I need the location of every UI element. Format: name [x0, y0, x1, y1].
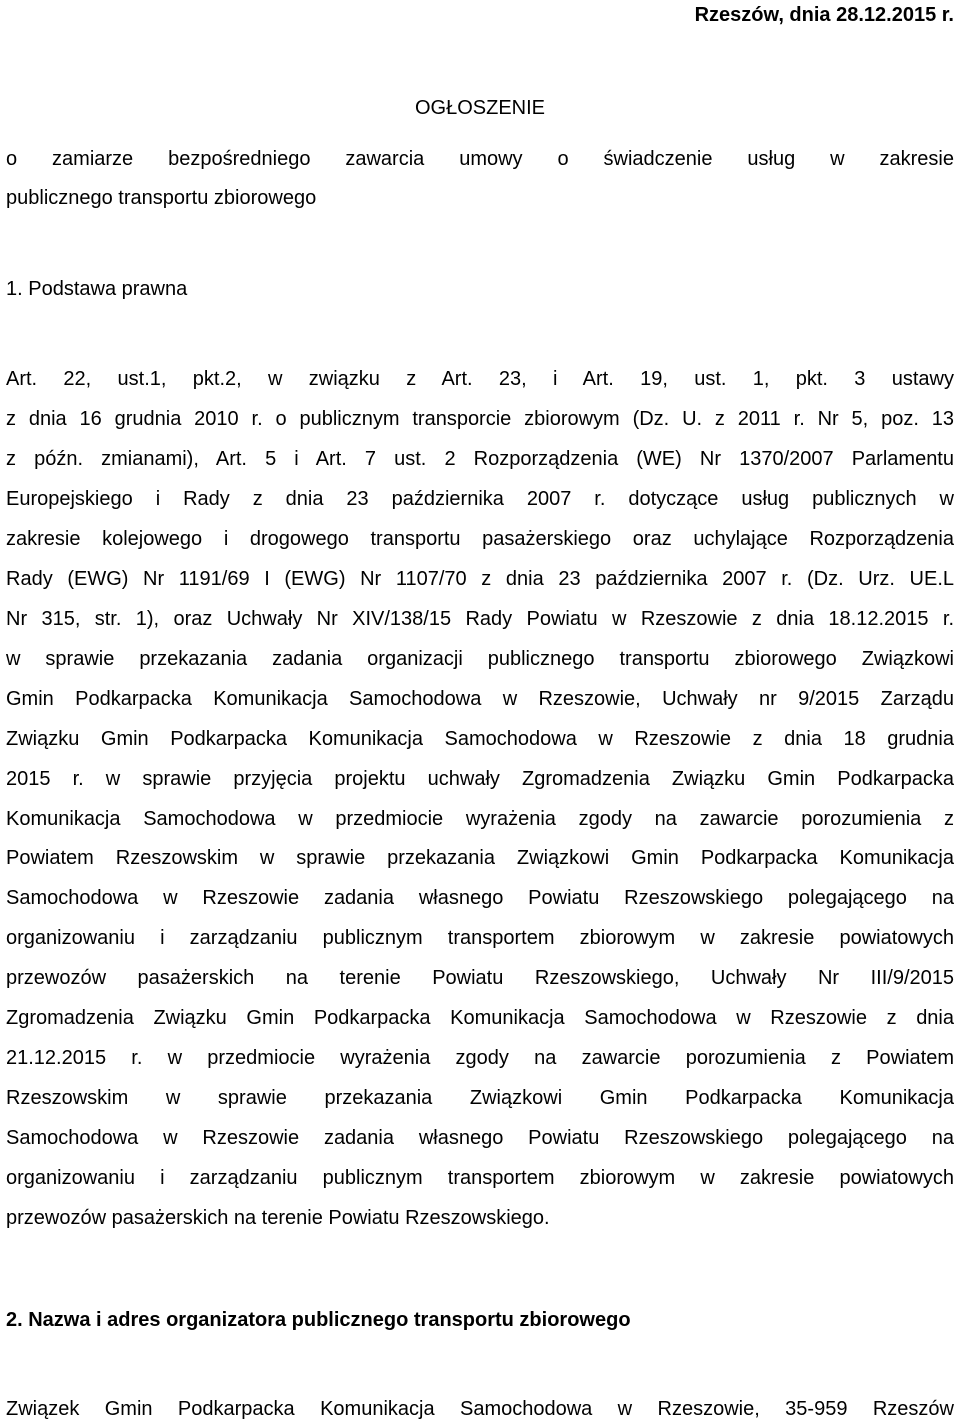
section-1-line: przewozów pasażerskich na terenie Powiatu Rzeszowskiego, Uchwały Nr III/9/2015	[6, 967, 954, 989]
document-title: OGŁOSZENIE	[414, 97, 546, 119]
section-1-heading: 1. Podstawa prawna	[6, 278, 188, 300]
section-1-line: Art. 22, ust.1, pkt.2, w związku z Art. 23, i Art. 19, ust. 1, pkt. 3 ustawy	[6, 368, 954, 390]
section-1-line: Rady (EWG) Nr 1191/69 I (EWG) Nr 1107/70 z dnia 23 października 2007 r. (Dz. Urz. UE.L	[6, 568, 954, 590]
section-2-line: Związek Gmin Podkarpacka Komunikacja Samochodowa w Rzeszowie, 35-959 Rzeszów	[6, 1398, 954, 1420]
section-1-line: Gmin Podkarpacka Komunikacja Samochodowa w Rzeszowie, Uchwały nr 9/2015 Zarządu	[6, 688, 954, 710]
section-1-line: organizowaniu i zarządzaniu publicznym transportem zbiorowym w zakresie powiatowych	[6, 1167, 954, 1189]
section-1-line: zakresie kolejowego i drogowego transportu pasażerskiego oraz uchylające Rozporządzenia	[6, 528, 954, 550]
section-1-line: Zgromadzenia Związku Gmin Podkarpacka Komunikacja Samochodowa w Rzeszowie z dnia	[6, 1007, 954, 1029]
section-1-line: 21.12.2015 r. w przedmiocie wyrażenia zgody na zawarcie porozumienia z Powiatem	[6, 1047, 954, 1069]
document-date: Rzeszów, dnia 28.12.2015 r.	[694, 4, 954, 26]
section-1-line: przewozów pasażerskich na terenie Powiatu Rzeszowskiego.	[6, 1207, 550, 1229]
document-subtitle-line: publicznego transportu zbiorowego	[6, 187, 317, 209]
section-1-line: Europejskiego i Rady z dnia 23 października 2007 r. dotyczące usług publicznych w	[6, 488, 954, 510]
section-1-line: w sprawie przekazania zadania organizacji publicznego transportu zbiorowego Związkowi	[6, 648, 954, 670]
section-1-line: Związku Gmin Podkarpacka Komunikacja Samochodowa w Rzeszowie z dnia 18 grudnia	[6, 728, 954, 750]
document-subtitle-line: o zamiarze bezpośredniego zawarcia umowy o świadczenie usług w zakresie	[6, 148, 954, 170]
section-2-heading: 2. Nazwa i adres organizatora publicznego transportu zbiorowego	[6, 1309, 631, 1331]
section-1-line: organizowaniu i zarządzaniu publicznym transportem zbiorowym w zakresie powiatowych	[6, 927, 954, 949]
section-1-line: z dnia 16 grudnia 2010 r. o publicznym transporcie zbiorowym (Dz. U. z 2011 r. Nr 5, poz. 13	[6, 408, 954, 430]
section-1-line: 2015 r. w sprawie przyjęcia projektu uchwały Zgromadzenia Związku Gmin Podkarpacka	[6, 768, 954, 790]
section-1-line: z późn. zmianami), Art. 5 i Art. 7 ust. 2 Rozporządzenia (WE) Nr 1370/2007 Parlamentu	[6, 448, 954, 470]
section-1-line: Rzeszowskim w sprawie przekazania Związkowi Gmin Podkarpacka Komunikacja	[6, 1087, 954, 1109]
section-1-line: Samochodowa w Rzeszowie zadania własnego Powiatu Rzeszowskiego polegającego na	[6, 887, 954, 909]
section-1-line: Nr 315, str. 1), oraz Uchwały Nr XIV/138/15 Rady Powiatu w Rzeszowie z dnia 18.12.2015 r.	[6, 608, 954, 630]
section-1-line: Samochodowa w Rzeszowie zadania własnego Powiatu Rzeszowskiego polegającego na	[6, 1127, 954, 1149]
section-1-line: Powiatem Rzeszowskim w sprawie przekazania Związkowi Gmin Podkarpacka Komunikacja	[6, 847, 954, 869]
section-1-line: Komunikacja Samochodowa w przedmiocie wyrażenia zgody na zawarcie porozumienia z	[6, 808, 954, 830]
